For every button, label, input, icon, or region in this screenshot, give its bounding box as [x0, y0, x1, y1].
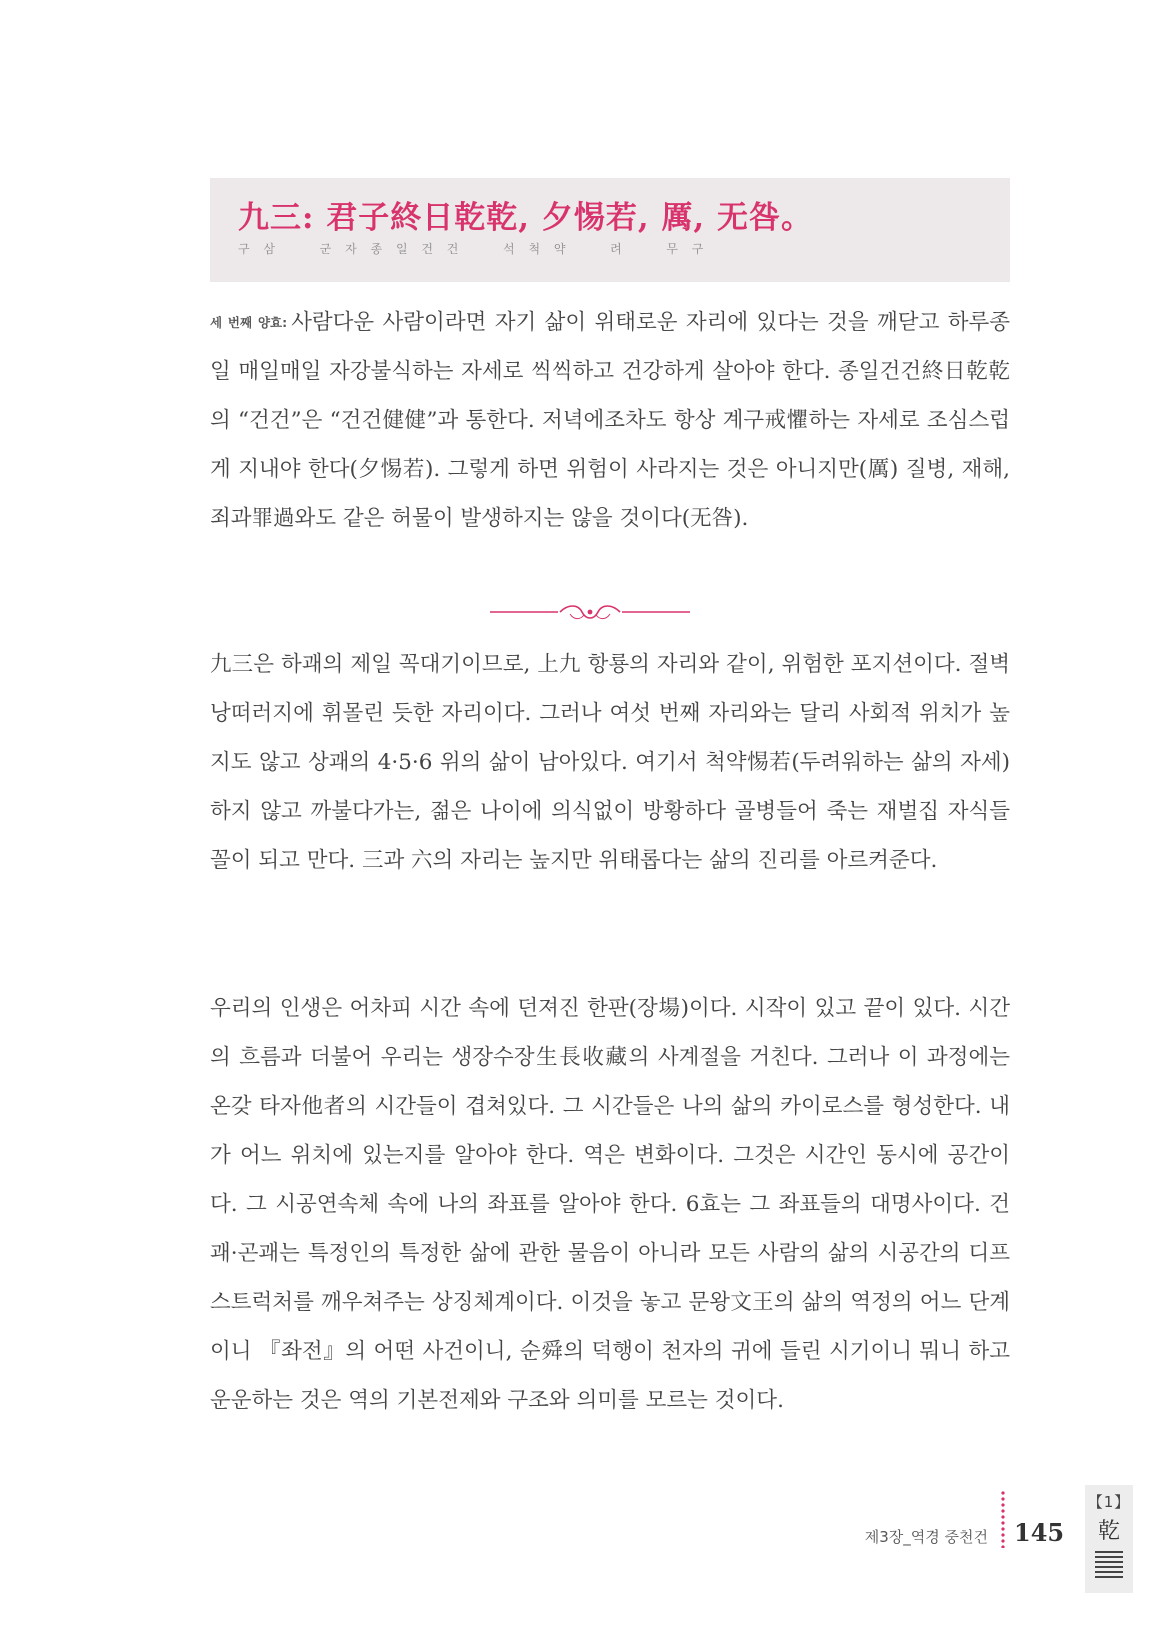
ornament-divider	[490, 600, 690, 624]
reading-syllable: 석	[503, 242, 516, 256]
running-footer-chapter: 제3장_역경 중천건	[864, 1528, 988, 1546]
reading-syllable: 려	[610, 242, 623, 256]
paragraph-body: 九三은 하괘의 제일 꼭대기이므로, 上九 항룡의 자리와 같이, 위험한 포지션이다. 절벽 낭떠러지에 휘몰린 듯한 자리이다. 그러나 여섯 번째 자리와는 달리 사회적 위치가 높지도 않고 상괘의 4·5·6 위의 삶이 남아있다. 여기서 척약惕若(두려워하는 삶의 자세)하지 않고 까불다가는, 젊은 나이에 의식없이 방황하다 골병들어 죽는 재벌집 자식들 꼴이 되고 만다. 三과 六의 자리는 높지만 위태롭다는 삶의 진리를 아르켜준다.	[210, 652, 1010, 873]
paragraph-lead: 세 번째 양효:	[210, 315, 288, 330]
verse-box	[210, 178, 1010, 282]
paragraph-commentary	[210, 298, 1010, 543]
reading-syllable: 일	[395, 242, 409, 256]
section-tab-character: 乾	[1097, 1519, 1120, 1544]
section-tab-number: 【1】	[1087, 1493, 1131, 1511]
footer-dots-ornament	[1001, 1490, 1005, 1548]
paragraph-text: 사람다운 사람이라면 자기 삶이 위태로운 자리에 있다는 것을 깨닫고 하루종일 매일매일 자강불식하는 자세로 씩씩하고 건강하게 살아야 한다. 종일건건終日乾乾의 “건건”은 “건건健健”과 통한다. 저녁에조차도 항상 계구戒懼하는 자세로 조심스럽게 지내야 한다(夕惕若). 그렇게 하면 위험이 사라지는 것은 아니지만(厲) 질병, 재해, 죄과罪過와도 같은 허물이 발생하지는 않을 것이다(无咎).	[210, 310, 1010, 531]
reading-syllable: 구	[691, 242, 705, 256]
reading-syllable: 자	[345, 242, 358, 256]
reading-syllable: 척	[528, 242, 542, 256]
reading-syllable: 군	[319, 242, 333, 256]
reading-syllable: 약	[553, 242, 567, 256]
reading-syllable: 건	[446, 242, 460, 256]
reading-syllable: 삼	[263, 242, 277, 256]
verse-reading	[238, 240, 1010, 257]
page-number: 145	[1014, 1518, 1065, 1547]
reading-syllable: 건	[421, 242, 434, 256]
hexagram-icon	[1095, 1551, 1123, 1578]
verse-text: 九三: 君子終日乾乾, 夕惕若, 厲, 无咎。	[238, 200, 813, 236]
reading-syllable: 종	[370, 242, 384, 256]
reading-syllable: 무	[666, 242, 679, 256]
section-tab	[1085, 1485, 1133, 1593]
reading-syllable: 구	[238, 242, 251, 256]
paragraph-body: 우리의 인생은 어차피 시간 속에 던져진 한판(장場)이다. 시작이 있고 끝이 있다. 시간의 흐름과 더불어 우리는 생장수장生長收藏의 사계절을 거친다. 그러나 이 과정에는 온갖 타자他者의 시간들이 겹쳐있다. 그 시간들은 나의 삶의 카이로스를 형성한다. 내가 어느 위치에 있는지를 알아야 한다. 역은 변화이다. 그것은 시간인 동시에 공간이다. 그 시공연속체 속에 나의 좌표를 알아야 한다. 6효는 그 좌표들의 대명사이다. 건괘·곤괘는 특정인의 특정한 삶에 관한 물음이 아니라 모든 사람의 삶의 시공간의 디프 스트럭처를 깨우쳐주는 상징체계이다. 이것을 놓고 문왕文王의 삶의 역정의 어느 단계이니 『좌전』의 어떤 사건이니, 순舜의 덕행이 천자의 귀에 들린 시기이니 뭐니 하고 운운하는 것은 역의 기본전제와 구조와 의미를 모르는 것이다.	[210, 996, 1010, 1413]
